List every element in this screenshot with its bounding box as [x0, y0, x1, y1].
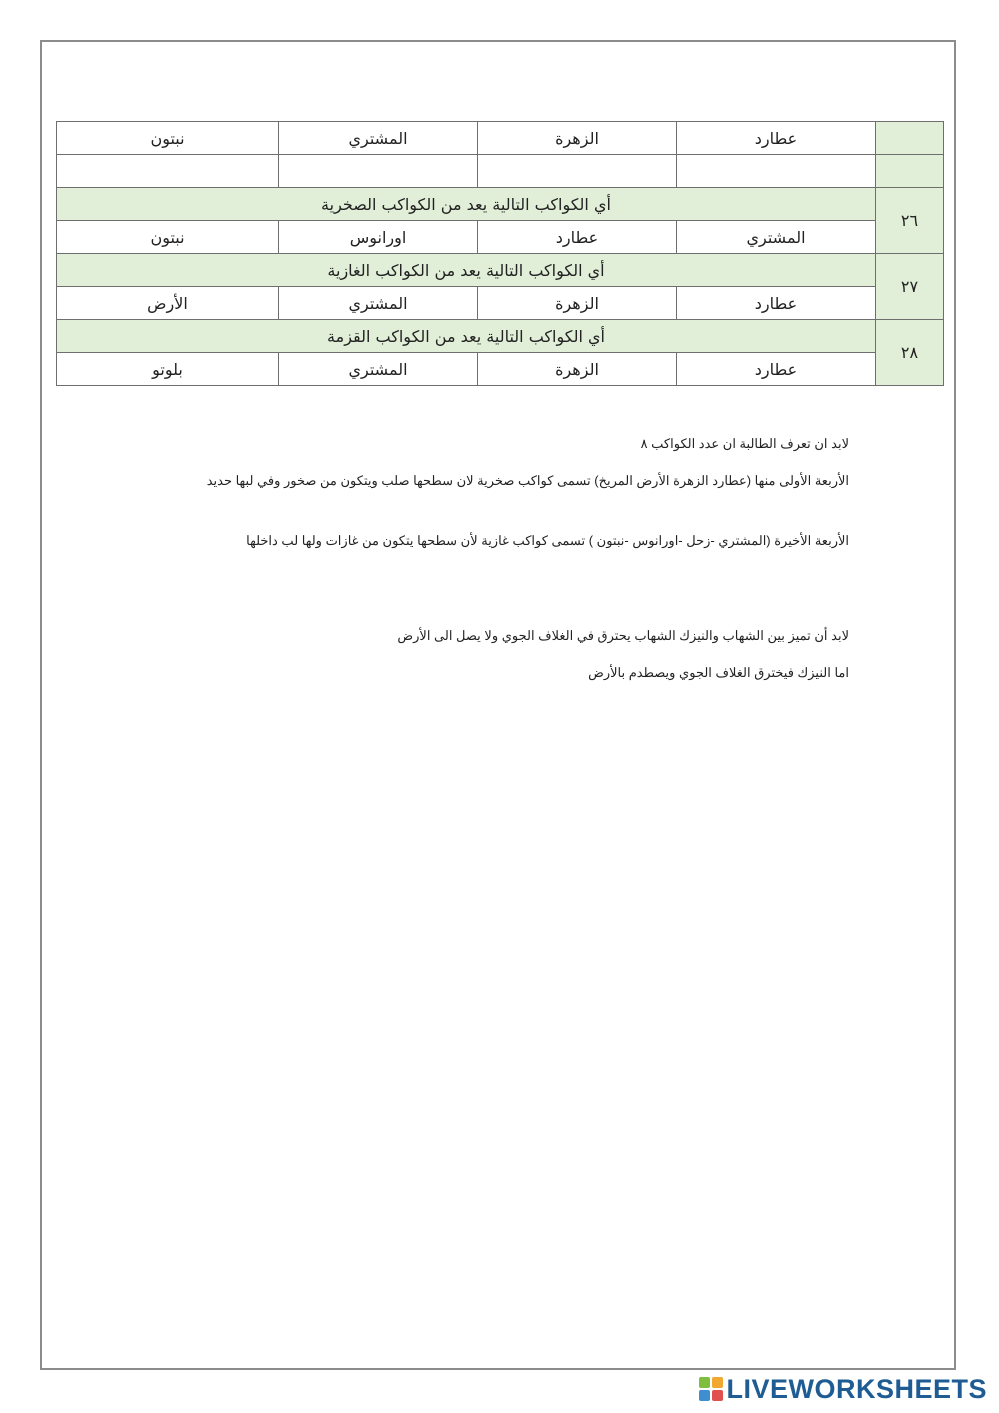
question-text: أي الكواكب التالية يعد من الكواكب الصخرية [57, 188, 876, 221]
option-cell[interactable]: عطارد [677, 353, 876, 386]
option-cell[interactable]: المشتري [279, 122, 478, 155]
number-cell [876, 122, 944, 155]
note-rocky-planets: الأربعة الأولى منها (عطارد الزهرة الأرض المريخ) تسمى كواكب صخرية لان سطحها صلب ويتكون من صخور وفي لبها حديد [206, 473, 849, 488]
liveworksheets-logo-text: LIVEWORKSHEETS [726, 1373, 987, 1404]
question-number: ٢٦ [876, 188, 944, 254]
question-text: أي الكواكب التالية يعد من الكواكب الغازية [57, 254, 876, 287]
note-planet-count: لابد ان تعرف الطالبة ان عدد الكواكب ٨ [640, 436, 849, 451]
option-cell [478, 155, 677, 188]
question-text: أي الكواكب التالية يعد من الكواكب القزمة [57, 320, 876, 353]
option-cell[interactable]: نبتون [57, 221, 279, 254]
option-cell [677, 155, 876, 188]
liveworksheets-logo[interactable] [699, 1373, 987, 1405]
options-row [57, 353, 944, 386]
table-row [57, 122, 944, 155]
option-cell[interactable]: عطارد [677, 287, 876, 320]
option-cell[interactable]: الزهرة [478, 122, 677, 155]
option-cell[interactable]: اورانوس [279, 221, 478, 254]
number-cell [876, 155, 944, 188]
option-cell[interactable]: نبتون [57, 122, 279, 155]
option-cell [57, 155, 279, 188]
option-cell[interactable]: المشتري [279, 353, 478, 386]
option-cell [279, 155, 478, 188]
note-meteorite: اما النيزك فيخترق الغلاف الجوي ويصطدم بالأرض [588, 665, 849, 680]
option-cell[interactable]: عطارد [478, 221, 677, 254]
liveworksheets-logo-icon [699, 1377, 723, 1401]
option-cell[interactable]: المشتري [279, 287, 478, 320]
question-row [57, 188, 944, 221]
option-cell[interactable]: عطارد [677, 122, 876, 155]
option-cell[interactable]: بلوتو [57, 353, 279, 386]
question-number: ٢٨ [876, 320, 944, 386]
option-cell[interactable]: الأرض [57, 287, 279, 320]
option-cell[interactable]: الزهرة [478, 353, 677, 386]
option-cell[interactable]: المشتري [677, 221, 876, 254]
quiz-table [56, 121, 944, 386]
note-meteor: لابد أن تميز بين الشهاب والنيزك الشهاب يحترق في الغلاف الجوي ولا يصل الى الأرض [397, 628, 849, 643]
options-row [57, 287, 944, 320]
table-row [57, 155, 944, 188]
option-cell[interactable]: الزهرة [478, 287, 677, 320]
note-gas-planets: الأربعة الأخيرة (المشتري -زحل -اورانوس -نبتون ) تسمى كواكب غازية لأن سطحها يتكون من غازات ولها لب داخلها [246, 533, 849, 548]
question-row [57, 254, 944, 287]
question-number: ٢٧ [876, 254, 944, 320]
question-row [57, 320, 944, 353]
options-row [57, 221, 944, 254]
